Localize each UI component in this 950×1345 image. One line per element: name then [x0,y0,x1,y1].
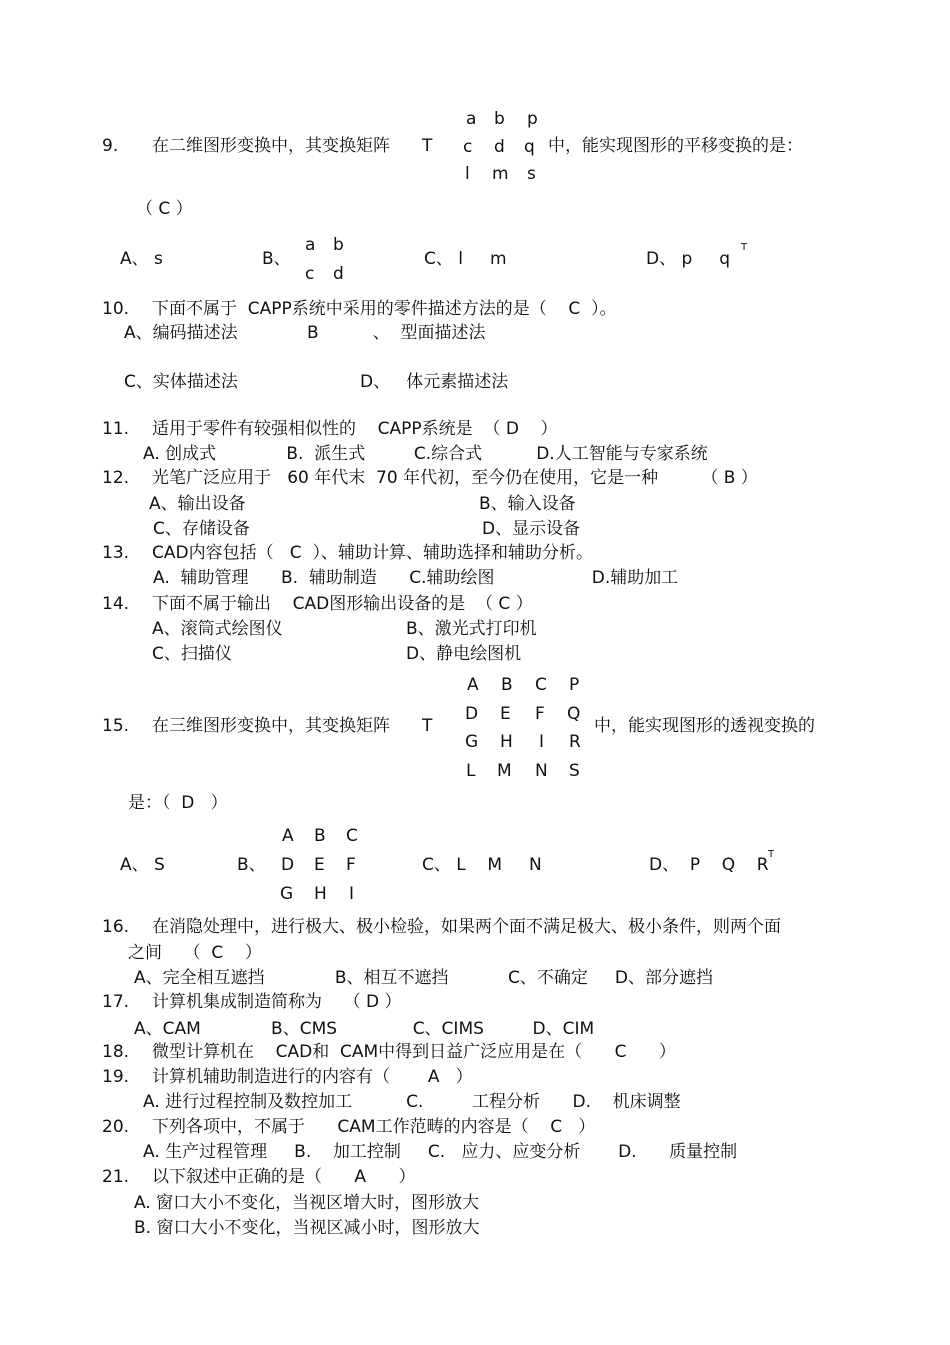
q21-option-a: A. 窗口大小不变化，当视区增大时，图形放大 [134,1193,480,1213]
q21-text: 以下叙述中正确的是（ A ） [152,1167,416,1187]
q15-option-a: A、 S [120,855,165,875]
q11-options: A. 创成式 B. 派生式 C.综合式 D.人工智能与专家系统 [143,444,708,464]
q16-number: 16. [102,917,130,937]
q15-matrix-r3c3: S [569,761,580,781]
q19-number: 19. [102,1067,130,1087]
q9-matrix-r2c2: s [527,164,536,184]
q9-optb-r0c0: a [305,235,316,255]
q12-number: 12. [102,468,130,488]
q15-number: 15. [102,716,130,736]
q18-text: 微型计算机在 CAD和 CAM中得到日益广泛应用是在（ C ） [152,1042,676,1062]
q10-option-d: D、 体元素描述法 [360,372,509,392]
q15-matrix-r2c3: R [569,732,581,752]
q9-option-b-label: B、 [262,249,291,269]
q10-number: 10. [102,299,130,319]
q14-option-c: C、扫描仪 [152,644,232,664]
q20-number: 20. [102,1117,130,1137]
q14-number: 14. [102,594,130,614]
q10-option-a: A、编码描述法 [124,323,238,343]
q15-matrix-r3c2: N [535,761,548,781]
q10-option-b: B 、 型面描述法 [307,323,486,343]
q15-matrix-r1c2: F [535,704,545,724]
q15-matrix-r2c0: G [465,732,479,752]
q15-optb-r2c1: H [314,884,327,904]
q15-optb-r1c0: D [281,855,295,875]
q15-matrix-r2c2: I [539,732,545,752]
q15-optb-r0c2: C [346,826,358,846]
q9-option-c: C、 l m [424,249,507,269]
q15-matrix-r2c1: H [500,732,513,752]
q11-number: 11. [102,419,130,439]
q12-option-b: B、输入设备 [479,494,576,514]
q19-options: A. 进行过程控制及数控加工 C. 工程分析 D. 机床调整 [143,1092,681,1112]
q16-text: 在消隐处理中，进行极大、极小检验，如果两个面不满足极大、极小条件，则两个面 [152,917,781,937]
q20-text: 下列各项中，不属于 CAM工作范畴的内容是（ C ） [152,1117,596,1137]
q15-matrix-r3c1: M [497,761,512,781]
q9-matrix-r1c2: q [524,137,535,157]
q15-matrix-r3c0: L [466,761,476,781]
q15-option-c: C、 L M N [422,855,542,875]
q14-option-a: A、滚筒式绘图仪 [152,619,283,639]
q17-text: 计算机集成制造简称为 （ D ） [152,992,402,1012]
q10-option-c: C、实体描述法 [124,372,238,392]
q9-option-d-superscript: T [741,242,748,253]
q15-matrix-r1c1: E [500,704,511,724]
q14-text: 下面不属于输出 CAD图形输出设备的是 （ C ） [152,594,533,614]
q15-matrix-r0c2: C [535,675,547,695]
q9-text-b: 中，能实现图形的平移变换的是： [548,136,803,156]
q15-matrix-T: T [422,716,433,736]
q9-answer: （ C ） [136,199,193,219]
q15-optb-r1c1: E [314,855,325,875]
q15-answer: 是：（ D ） [128,793,228,813]
q15-matrix-r1c3: Q [567,704,581,724]
q15-option-b-label: B、 [237,855,266,875]
q15-optb-r0c1: B [314,826,326,846]
q20-options: A. 生产过程管理 B. 加工控制 C. 应力、应变分析 D. 质量控制 [143,1142,738,1162]
q12-text: 光笔广泛应用于 60 年代末 70 年代初，至今仍在使用，它是一种 （ B ） [152,468,758,488]
q12-option-a: A、输出设备 [149,494,246,514]
q15-text-b: 中，能实现图形的透视变换的 [594,716,815,736]
q16-text-continued: 之间 （ C ） [128,943,262,963]
q15-matrix-r0c3: P [569,675,580,695]
q9-number: 9. [102,136,119,156]
q13-number: 13. [102,543,130,563]
q9-matrix-r1c0: c [463,137,473,157]
q15-matrix-r0c1: B [501,675,513,695]
q9-optb-r1c1: d [333,264,344,284]
q9-matrix-r0c2: p [527,109,538,129]
q15-matrix-r0c0: A [467,675,479,695]
q17-options: A、CAM B、CMS C、CIMS D、CIM [134,1019,595,1039]
q9-matrix-T: T [422,136,433,156]
q15-option-d: D、 P Q R [649,855,769,875]
q16-options: A、完全相互遮挡 B、相互不遮挡 C、不确定 D、部分遮挡 [134,968,713,988]
q15-optb-r2c0: G [280,884,294,904]
q13-options: A. 辅助管理 B. 辅助制造 C.辅助绘图 D.辅助加工 [153,568,679,588]
q18-number: 18. [102,1042,130,1062]
q9-text-a: 在二维图形变换中，其变换矩阵 [152,136,390,156]
q10-text: 下面不属于 CAPP系统中采用的零件描述方法的是（ C ）。 [152,299,617,319]
q9-matrix-r2c0: l [465,164,470,184]
q9-matrix-r0c0: a [466,109,477,129]
q9-option-a: A、 s [120,249,163,269]
q14-option-d: D、静电绘图机 [406,644,522,664]
q15-text-a: 在三维图形变换中，其变换矩阵 [152,716,390,736]
q17-number: 17. [102,992,130,1012]
q13-text: CAD内容包括（ C ）、辅助计算、辅助选择和辅助分析。 [152,543,593,563]
q21-option-b: B. 窗口大小不变化，当视区减小时，图形放大 [134,1218,480,1238]
q15-optb-r2c2: I [349,884,355,904]
q12-option-c: C、存储设备 [153,519,250,539]
q15-option-d-superscript: T [768,849,775,860]
q9-optb-r1c0: c [305,264,315,284]
q15-optb-r1c2: F [346,855,356,875]
q9-option-d: D、 p q [646,249,731,269]
q9-optb-r0c1: b [333,235,344,255]
q14-option-b: B、激光式打印机 [406,619,537,639]
q19-text: 计算机辅助制造进行的内容有（ A ） [152,1067,473,1087]
q15-optb-r0c0: A [282,826,294,846]
q11-text: 适用于零件有较强相似性的 CAPP系统是 （ D ） [152,419,558,439]
q9-matrix-r0c1: b [494,109,505,129]
q21-number: 21. [102,1167,130,1187]
q15-matrix-r1c0: D [465,704,479,724]
q12-option-d: D、显示设备 [482,519,581,539]
q9-matrix-r1c1: d [494,137,505,157]
q9-matrix-r2c1: m [492,164,509,184]
